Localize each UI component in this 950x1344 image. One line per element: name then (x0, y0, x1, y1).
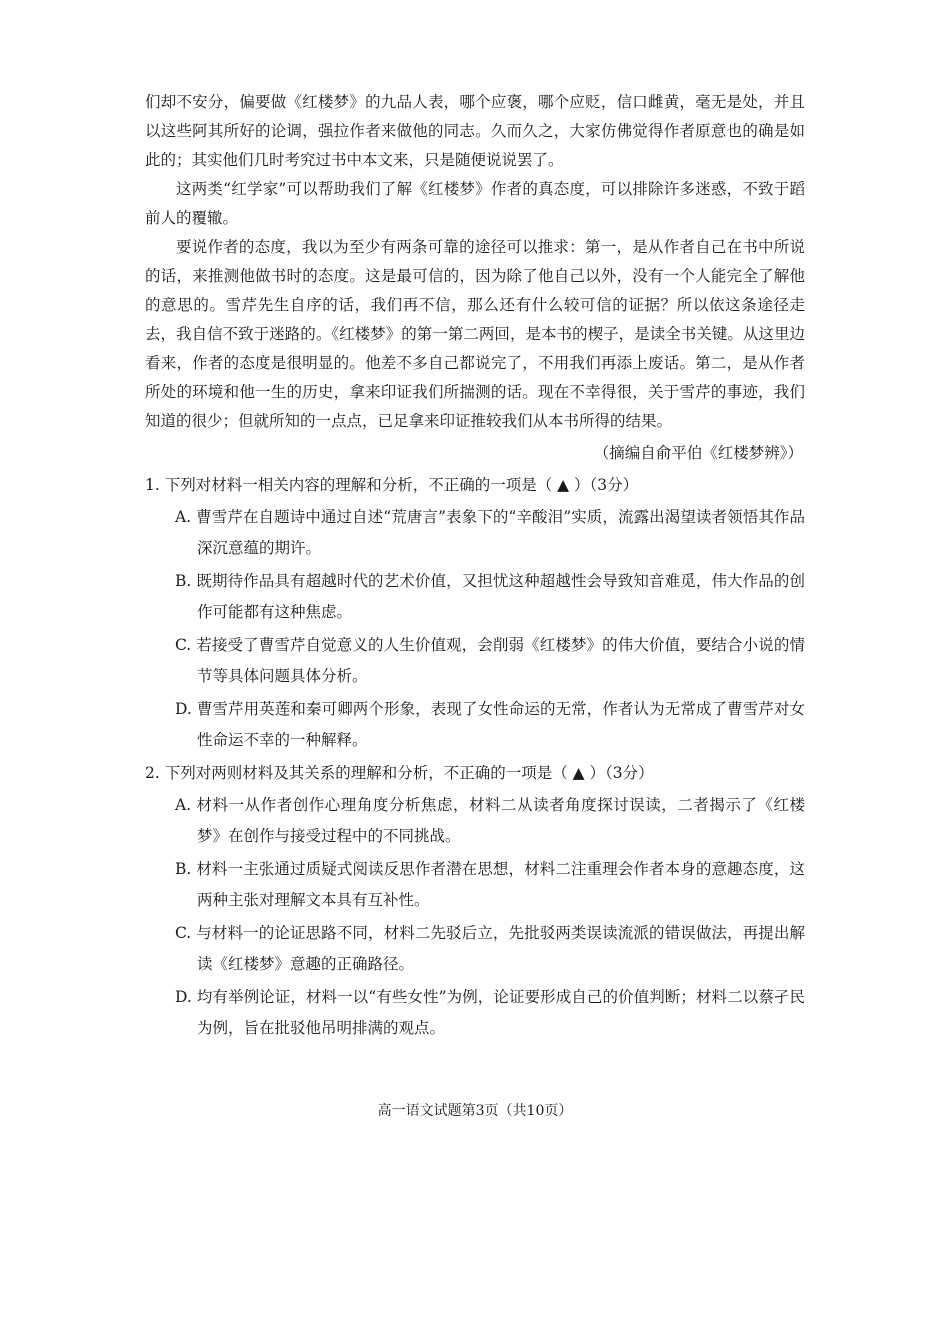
question-2-option-b: B. 材料一主张通过质疑式阅读反思作者潜在思想，材料二注重理会作者本身的意趣态度，这两种主张对理解文本具有互补性。 (175, 860, 805, 909)
question-2-option-d: D. 均有举例论证，材料一以“有些女性”为例，论证要形成自己的价值判断；材料二以蔡孑民为例，旨在批驳他吊明排满的观点。 (175, 988, 805, 1037)
question-1-option-c: C. 若接受了曹雪芹自觉意义的人生价值观，会削弱《红楼梦》的伟大价值，要结合小说的情节等具体问题具体分析。 (175, 636, 805, 685)
page-footer: 高一语文试题第3页（共10页） (377, 1103, 573, 1119)
question-2-stem: 2. 下列对两则材料及其关系的理解和分析，不正确的一项是（ ▲ ）（3分） (145, 764, 654, 782)
passage-paragraph-2: 这两类“红学家”可以帮助我们了解《红楼梦》作者的真态度，可以排除许多迷惑，不致于蹈前人的覆辙。 (145, 180, 805, 227)
question-2 (145, 758, 805, 1044)
passage-paragraph-3: 要说作者的态度，我以为至少有两条可靠的途径可以推求：第一，是从作者自己在书中所说的话，来推测他做书时的态度。这是最可信的，因为除了他自己以外，没有一个人能完全了解他的意思的。雪芹先生自序的话，我们再不信，那么还有什么较可信的证据？所以依这条途径走去，我自信不致于迷路的。《红楼梦》的第一第二两回，是本书的楔子，是读全书关键。从这里边看来，作者的态度是很明显的。他差不多自己都说完了，不用我们再添上废话。第二，是从作者所处的环境和他一生的历史，拿来印证我们所揣测的话。现在不幸得很，关于雪芹的事迹，我们知道的很少；但就所知的一点点，已足拿来印证推较我们从本书所得的结果。 (145, 238, 805, 430)
question-2-option-a: A. 材料一从作者创作心理角度分析焦虑，材料二从读者角度探讨误读，二者揭示了《红楼梦》在创作与接受过程中的不同挑战。 (175, 796, 805, 845)
question-2-options (145, 790, 805, 1044)
question-1-options (145, 502, 805, 756)
question-2-option-c: C. 与材料一的论证思路不同，材料二先驳后立，先批驳两类误读流派的错误做法，再提出解读《红楼梦》意趣的正确路径。 (175, 924, 805, 973)
question-1-stem: 1. 下列对材料一相关内容的理解和分析，不正确的一项是（ ▲ ）（3分） (145, 476, 639, 494)
exam-page (145, 88, 805, 1046)
passage-source: （摘编自俞平伯《红楼梦辨》） (593, 444, 803, 462)
question-1-option-a: A. 曹雪芹在自题诗中通过自述“荒唐言”表象下的“辛酸泪”实质，流露出渴望读者领悟其作品深沉意蕴的期许。 (175, 508, 805, 557)
question-1-option-b: B. 既期待作品具有超越时代的艺术价值，又担忧这种超越性会导致知音难觅，伟大作品的创作可能都有这种焦虑。 (175, 572, 805, 621)
question-1 (145, 470, 805, 756)
question-1-option-d: D. 曹雪芹用英莲和秦可卿两个形象，表现了女性命运的无常，作者认为无常成了曹雪芹对女性命运不幸的一种解释。 (175, 700, 805, 749)
passage-paragraph-1: 们却不安分，偏要做《红楼梦》的九品人表，哪个应褒，哪个应贬，信口雌黄，毫无是处，并且以这些阿其所好的论调，强拉作者来做他的同志。久而久之，大家仿佛觉得作者原意也的确是如此的；其实他们几时考究过书中本文来，只是随便说说罢了。 (145, 93, 805, 169)
